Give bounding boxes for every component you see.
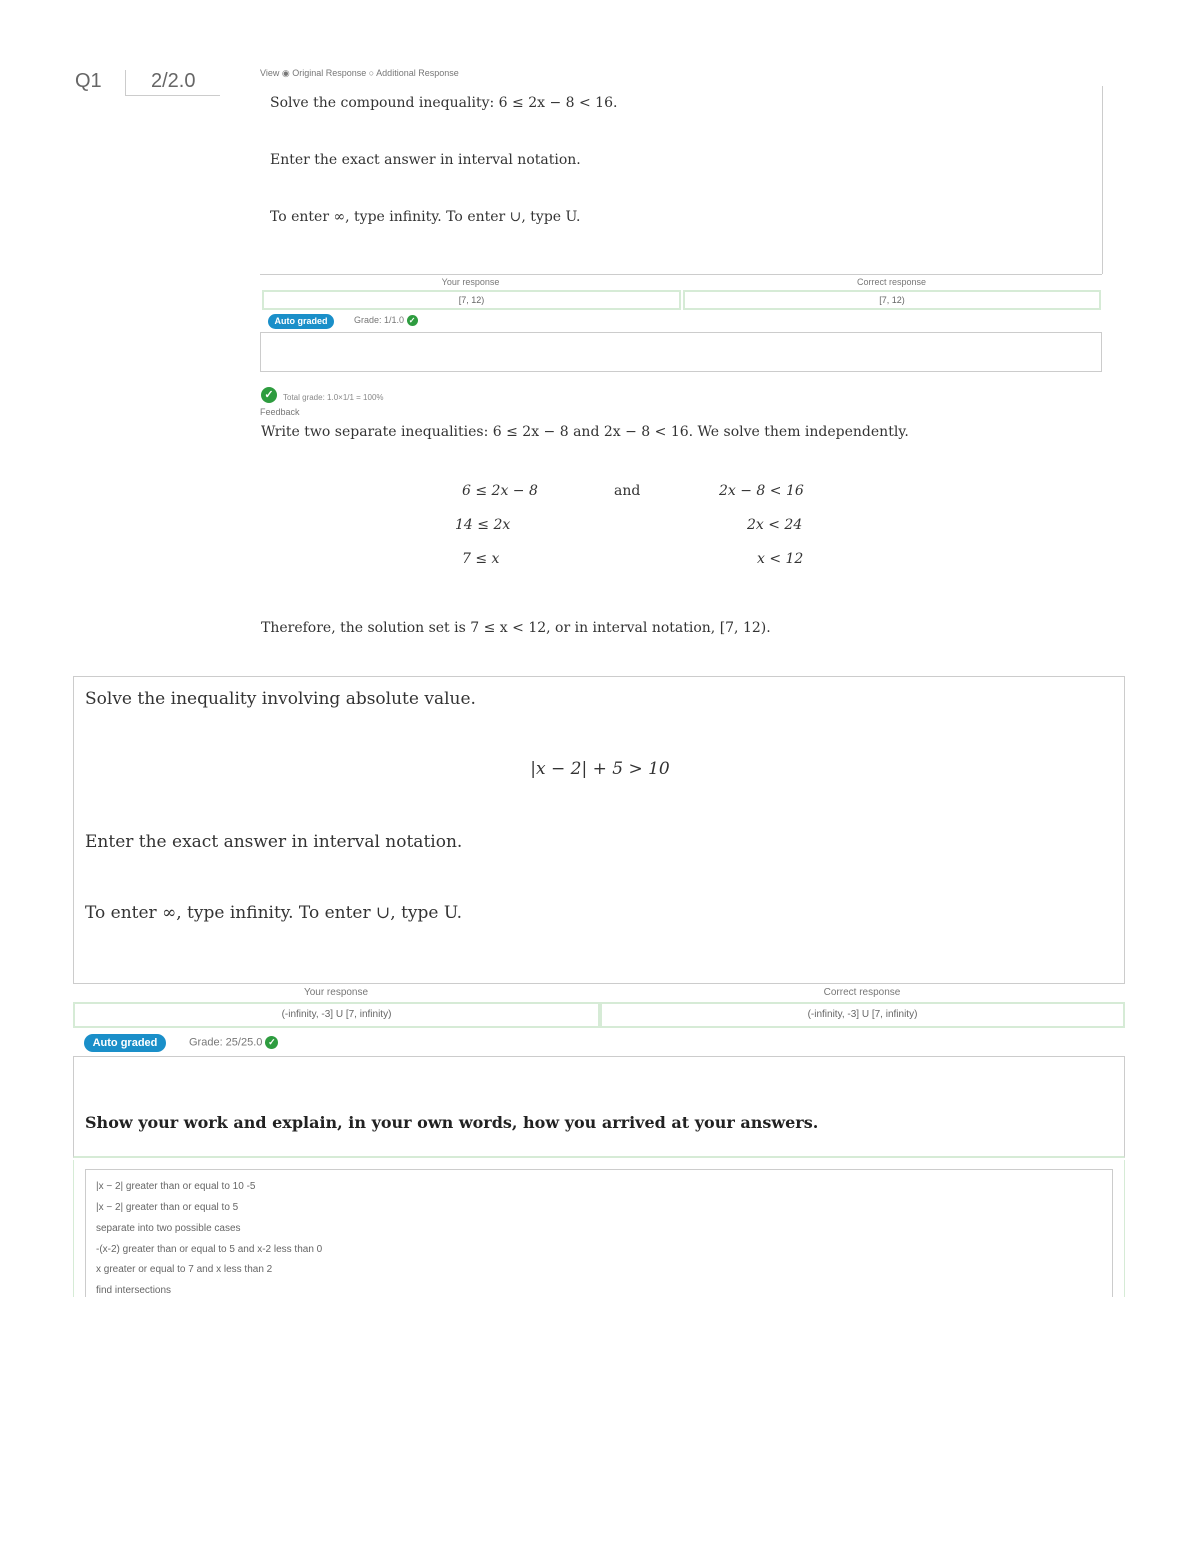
- q1-grade: [354, 315, 418, 326]
- q2-question-panel: [73, 676, 1125, 984]
- work-line-5: x greater or equal to 7 and x less than 2: [96, 1264, 273, 1275]
- q1-question-panel: [260, 86, 1103, 274]
- work-line-4: -(x-2) greater than or equal to 5 and x-2 less than 0: [96, 1244, 323, 1255]
- q1-grade-text: Grade: 1/1.0: [354, 315, 405, 325]
- q1-your-response-header: Your response: [441, 277, 500, 287]
- solution-left-step-2: 14 ≤ 2x: [455, 517, 511, 533]
- q2-instruction: Enter the exact answer in interval notation.: [85, 832, 463, 852]
- q1-auto-graded-badge: Auto graded: [268, 314, 334, 329]
- q2-your-response: (-infinity, -3] U [7, infinity): [73, 1002, 600, 1028]
- q2-hint: To enter ∞, type infinity. To enter ∪, type U.: [85, 903, 463, 923]
- q2-grade: [189, 1036, 278, 1049]
- q1-your-response: [7, 12): [262, 290, 681, 310]
- solution-connector: and: [614, 483, 641, 499]
- q2-work-prompt: Show your work and explain, in your own words, how you arrived at your answers.: [85, 1113, 819, 1132]
- work-line-6: find intersections: [96, 1285, 172, 1296]
- q1-response-table: [260, 274, 1102, 311]
- q2-your-response-header: Your response: [303, 987, 369, 998]
- q2-equation: |x − 2| + 5 > 10: [530, 759, 670, 779]
- check-circle-icon: ✓: [265, 1036, 278, 1049]
- question-score: 2/2.0: [125, 70, 220, 96]
- feedback-text: Write two separate inequalities: 6 ≤ 2x − 8 and 2x − 8 < 16. We solve them independently.: [261, 424, 909, 440]
- q1-correct-response-header: Correct response: [856, 277, 927, 287]
- solution-right-step-1: 2x − 8 < 16: [719, 483, 804, 499]
- q2-work-prompt-panel: [73, 1056, 1125, 1158]
- q2-prompt: Solve the inequality involving absolute value.: [85, 689, 476, 709]
- work-line-2: |x − 2| greater than or equal to 5: [96, 1202, 239, 1213]
- q2-response-table: [73, 984, 1125, 1028]
- work-line-1: |x − 2| greater than or equal to 10 -5: [96, 1181, 256, 1192]
- question-number: Q1: [75, 70, 102, 92]
- q2-grade-text: Grade: 25/25.0: [189, 1036, 263, 1049]
- q1-hint: To enter ∞, type infinity. To enter ∪, type U.: [270, 209, 581, 225]
- q1-instruction: Enter the exact answer in interval notation.: [270, 152, 581, 168]
- q1-correct-response: [7, 12): [683, 290, 1101, 310]
- check-circle-icon: ✓: [407, 315, 418, 326]
- q2-auto-graded-badge: Auto graded: [84, 1034, 166, 1052]
- q1-comment-box: [260, 332, 1102, 372]
- solution-right-step-3: x < 12: [757, 551, 804, 567]
- check-circle-icon: ✓: [261, 387, 277, 403]
- q1-prompt: Solve the compound inequality: 6 ≤ 2x − 8 < 16.: [270, 95, 618, 111]
- feedback-label: Feedback: [260, 407, 300, 417]
- solution-left-step-3: 7 ≤ x: [462, 551, 500, 567]
- solution-conclusion: Therefore, the solution set is 7 ≤ x < 12, or in interval notation, [7, 12).: [261, 620, 771, 636]
- solution-right-step-2: 2x < 24: [747, 517, 803, 533]
- solution-left-step-1: 6 ≤ 2x − 8: [462, 483, 538, 499]
- work-line-3: separate into two possible cases: [96, 1223, 241, 1234]
- q1-total-grade: Total grade: 1.0×1/1 = 100%: [283, 393, 384, 402]
- q2-correct-response-header: Correct response: [823, 987, 901, 998]
- response-view-toggle[interactable]: View ◉ Original Response ○ Additional Response: [260, 68, 459, 78]
- q2-correct-response: (-infinity, -3] U [7, infinity): [600, 1002, 1125, 1028]
